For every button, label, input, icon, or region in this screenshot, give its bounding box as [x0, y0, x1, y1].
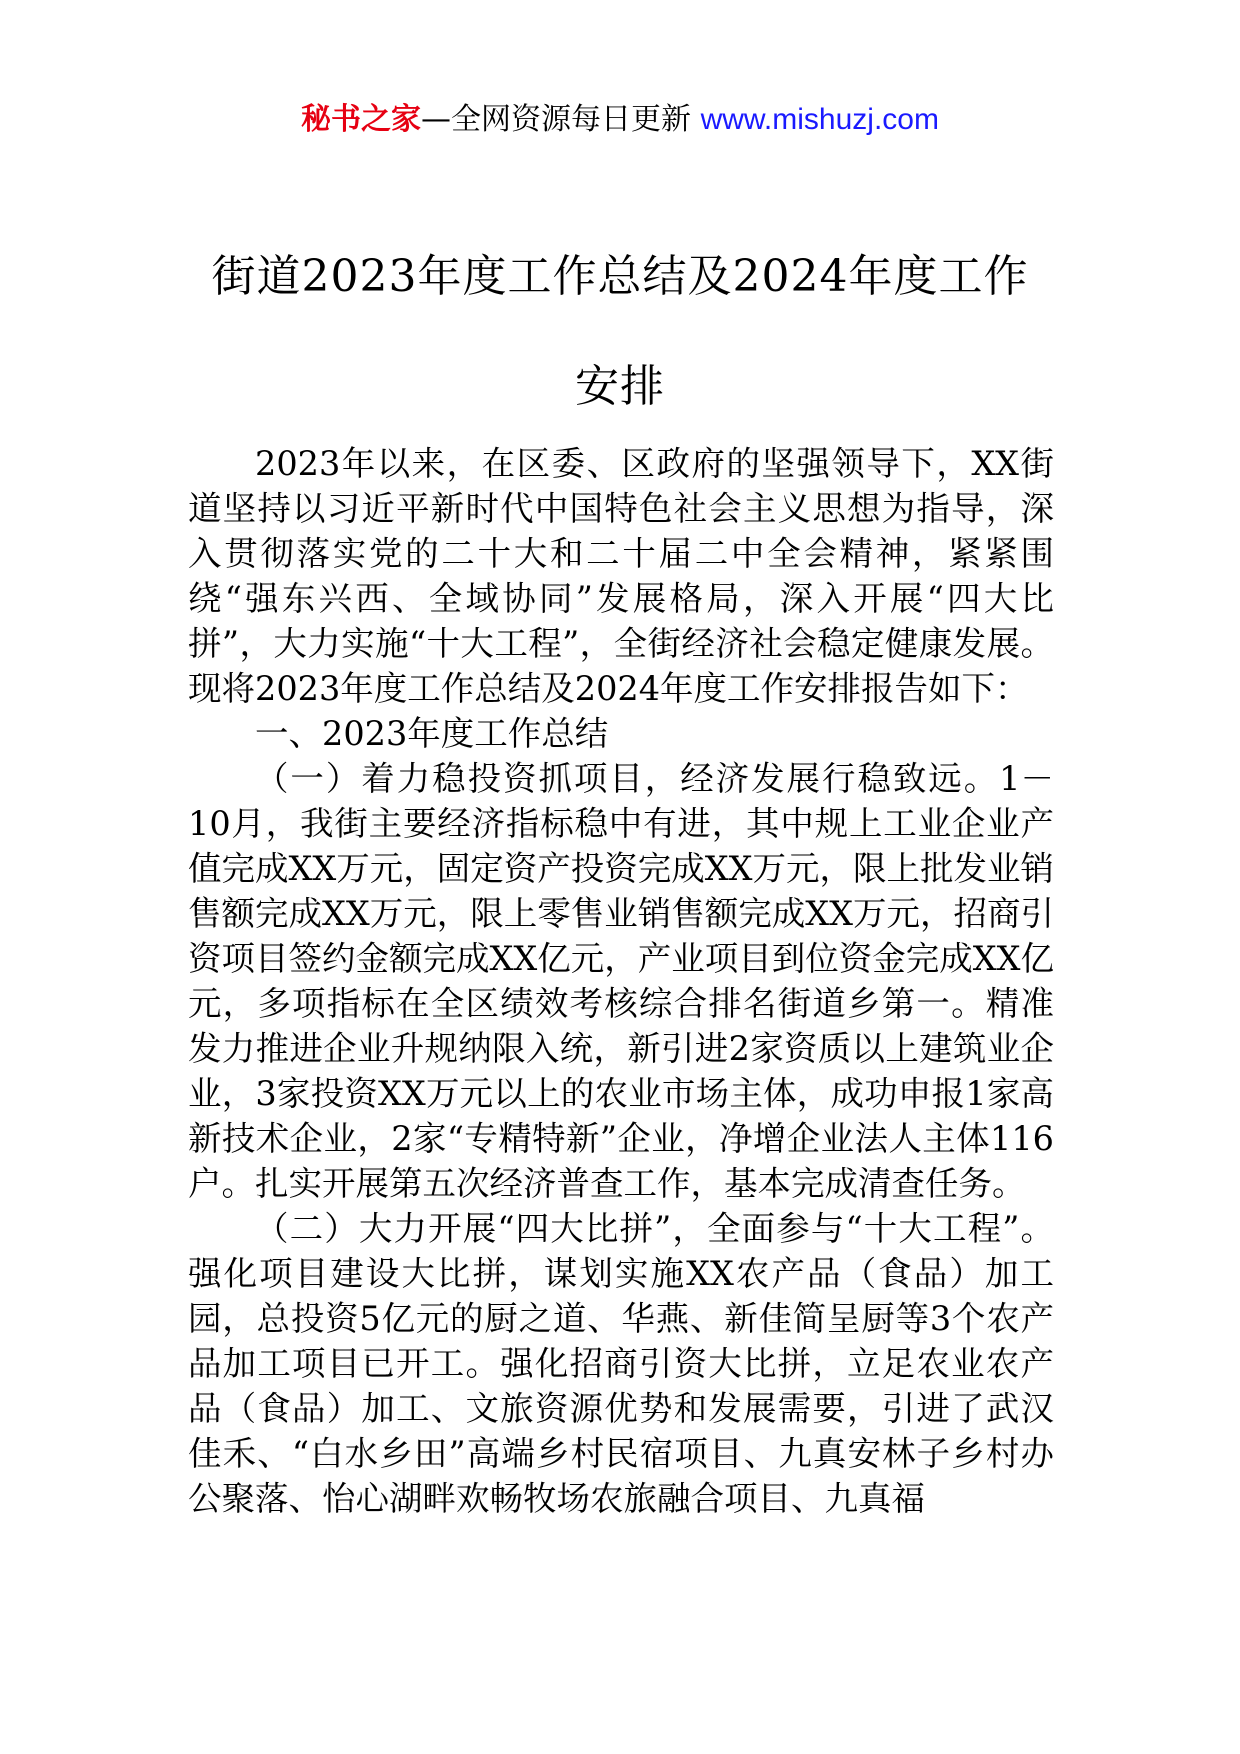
body-paragraph: （二）大力开展“四大比拼”，全面参与“十大工程”。强化项目建设大比拼，谋划实施XX农产品（食品）加工园，总投资5亿元的厨之道、华燕、新佳简呈厨等3个农产品加工项目已开工。强化招商引资大比拼，立足农业农产品（食品）加工、文旅资源优势和发展需要，引进了武汉佳禾、“白水乡田”高端乡村民宿项目、九真安林子乡村办公聚落、怡心湖畔欢畅牧场农旅融合项目、九真福 — [188, 1209, 1054, 1518]
intro-paragraph: 2023年以来，在区委、区政府的坚强领导下，XX街道坚持以习近平新时代中国特色社会主义思想为指导，深入贯彻落实党的二十大和二十届二中全会精神，紧紧围绕“强东兴西、全域协同”发展格局，深入开展“四大比拼”，大力实施“十大工程”，全街经济社会稳定健康发展。现将2023年度工作总结及2024年度工作安排报告如下： — [188, 444, 1054, 708]
body-paragraph: （一）着力稳投资抓项目，经济发展行稳致远。1－10月，我街主要经济指标稳中有进，其中规上工业企业产值完成XX万元，固定资产投资完成XX万元，限上批发业销售额完成XX万元，限上零售业销售额完成XX万元，招商引资项目签约金额完成XX亿元，产业项目到位资金完成XX亿元，多项指标在全区绩效考核综合排名街道乡第一。精准发力推进企业升规纳限入统，新引进2家资质以上建筑业企业，3家投资XX万元以上的农业市场主体，成功申报1家高新技术企业，2家“专精特新”企业，净增企业法人主体116户。扎实开展第五次经济普查工作，基本完成清查任务。 — [188, 759, 1054, 1203]
document-title-line-2: 安排 — [575, 361, 665, 412]
section-heading: 一、2023年度工作总结 — [255, 714, 609, 753]
site-header — [0, 100, 1240, 140]
document-title — [150, 222, 1090, 442]
document-title-line-1: 街道2023年度工作总结及2024年度工作 — [211, 251, 1029, 302]
document-body — [188, 441, 1054, 1521]
site-url-link[interactable]: www.mishuzj.com — [700, 103, 939, 136]
site-brand: 秘书之家 — [301, 102, 422, 137]
site-tagline: —全网资源每日更新 — [421, 102, 701, 137]
